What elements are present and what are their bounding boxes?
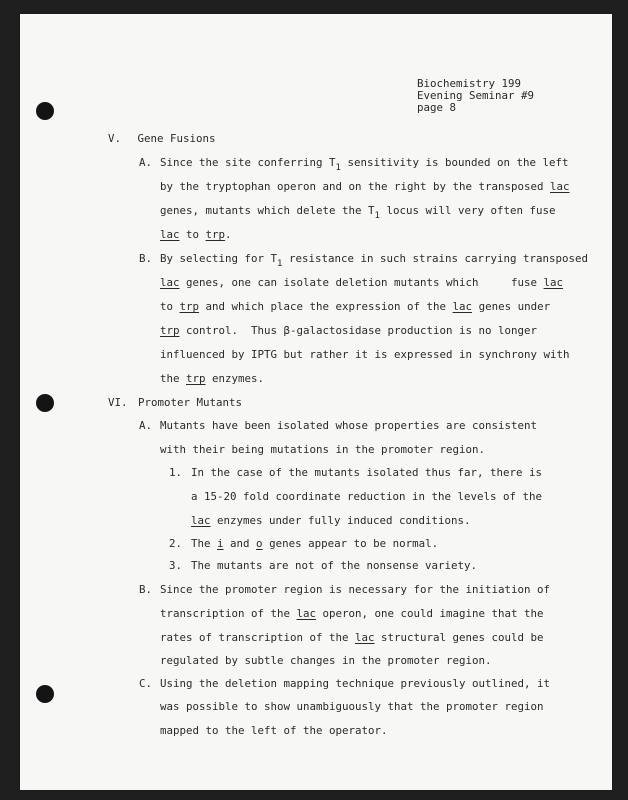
paragraph-line: The i and o genes appear to be normal.	[191, 537, 439, 550]
paragraph-line: influenced by IPTG but rather it is expressed in synchrony with	[160, 348, 570, 361]
item-label: B.	[139, 583, 153, 596]
paragraph-line: trp control. Thus β-galactosidase production is no longer	[160, 324, 538, 337]
paragraph-line: to trp and which place the expression of the lac genes under	[160, 300, 551, 313]
header-page: page 8	[417, 101, 457, 114]
paragraph-line: genes, mutants which delete the $T_1$ locus will very often fuse	[160, 204, 556, 221]
paragraph-line: lac genes, one can isolate deletion mutants which fuse lac	[160, 276, 564, 289]
subitem-label: 2.	[169, 537, 183, 550]
paragraph-line: lac to trp.	[160, 228, 232, 241]
paragraph-line: mapped to the left of the operator.	[160, 724, 388, 737]
paragraph-line: by the tryptophan operon and on the right by the transposed lac	[160, 180, 570, 193]
paragraph-line: Using the deletion mapping technique previously outlined, it	[160, 677, 551, 690]
item-label: C.	[139, 677, 153, 690]
paragraph-line: a 15-20 fold coordinate reduction in the levels of the	[191, 490, 543, 503]
subitem-label: 1.	[169, 466, 183, 479]
item-label: A.	[139, 419, 153, 432]
paragraph-line: with their being mutations in the promoter region.	[160, 443, 486, 456]
paragraph-line: rates of transcription of the lac structural genes could be	[160, 631, 544, 644]
paragraph-line: Mutants have been isolated whose properties are consistent	[160, 419, 538, 432]
paragraph-line: The mutants are not of the nonsense variety.	[191, 559, 478, 572]
paragraph-line: the trp enzymes.	[160, 372, 265, 385]
item-label: A.	[139, 156, 153, 169]
section-v-heading	[108, 132, 216, 145]
section-number: VI.	[108, 396, 128, 409]
section-title: Promoter Mutants	[138, 396, 243, 409]
section-vi-heading	[108, 396, 242, 409]
subitem-label: 3.	[169, 559, 183, 572]
paragraph-line: Since the site conferring $T_1$ sensitivity is bounded on the left	[160, 156, 569, 173]
paragraph-line: regulated by subtle changes in the promoter region.	[160, 654, 492, 667]
paragraph-line: was possible to show unambiguously that the promoter region	[160, 700, 544, 713]
section-title: Gene Fusions	[137, 132, 216, 145]
paragraph-line: Since the promoter region is necessary for the initiation of	[160, 583, 551, 596]
paragraph-line: lac enzymes under fully induced conditions.	[191, 514, 471, 527]
item-label: B.	[139, 252, 153, 265]
paragraph-line: By selecting for $T_1$ resistance in such strains carrying transposed	[160, 252, 588, 269]
header-seminar: Evening Seminar #9	[417, 89, 535, 102]
punch-hole	[36, 102, 54, 120]
punch-hole	[36, 685, 54, 703]
paragraph-line: In the case of the mutants isolated thus far, there is	[191, 466, 543, 479]
paragraph-line: transcription of the lac operon, one could imagine that the	[160, 607, 544, 620]
punch-hole	[36, 394, 54, 412]
header-course: Biochemistry 199	[417, 77, 522, 90]
document-page	[20, 14, 612, 790]
section-number: V.	[108, 132, 122, 145]
